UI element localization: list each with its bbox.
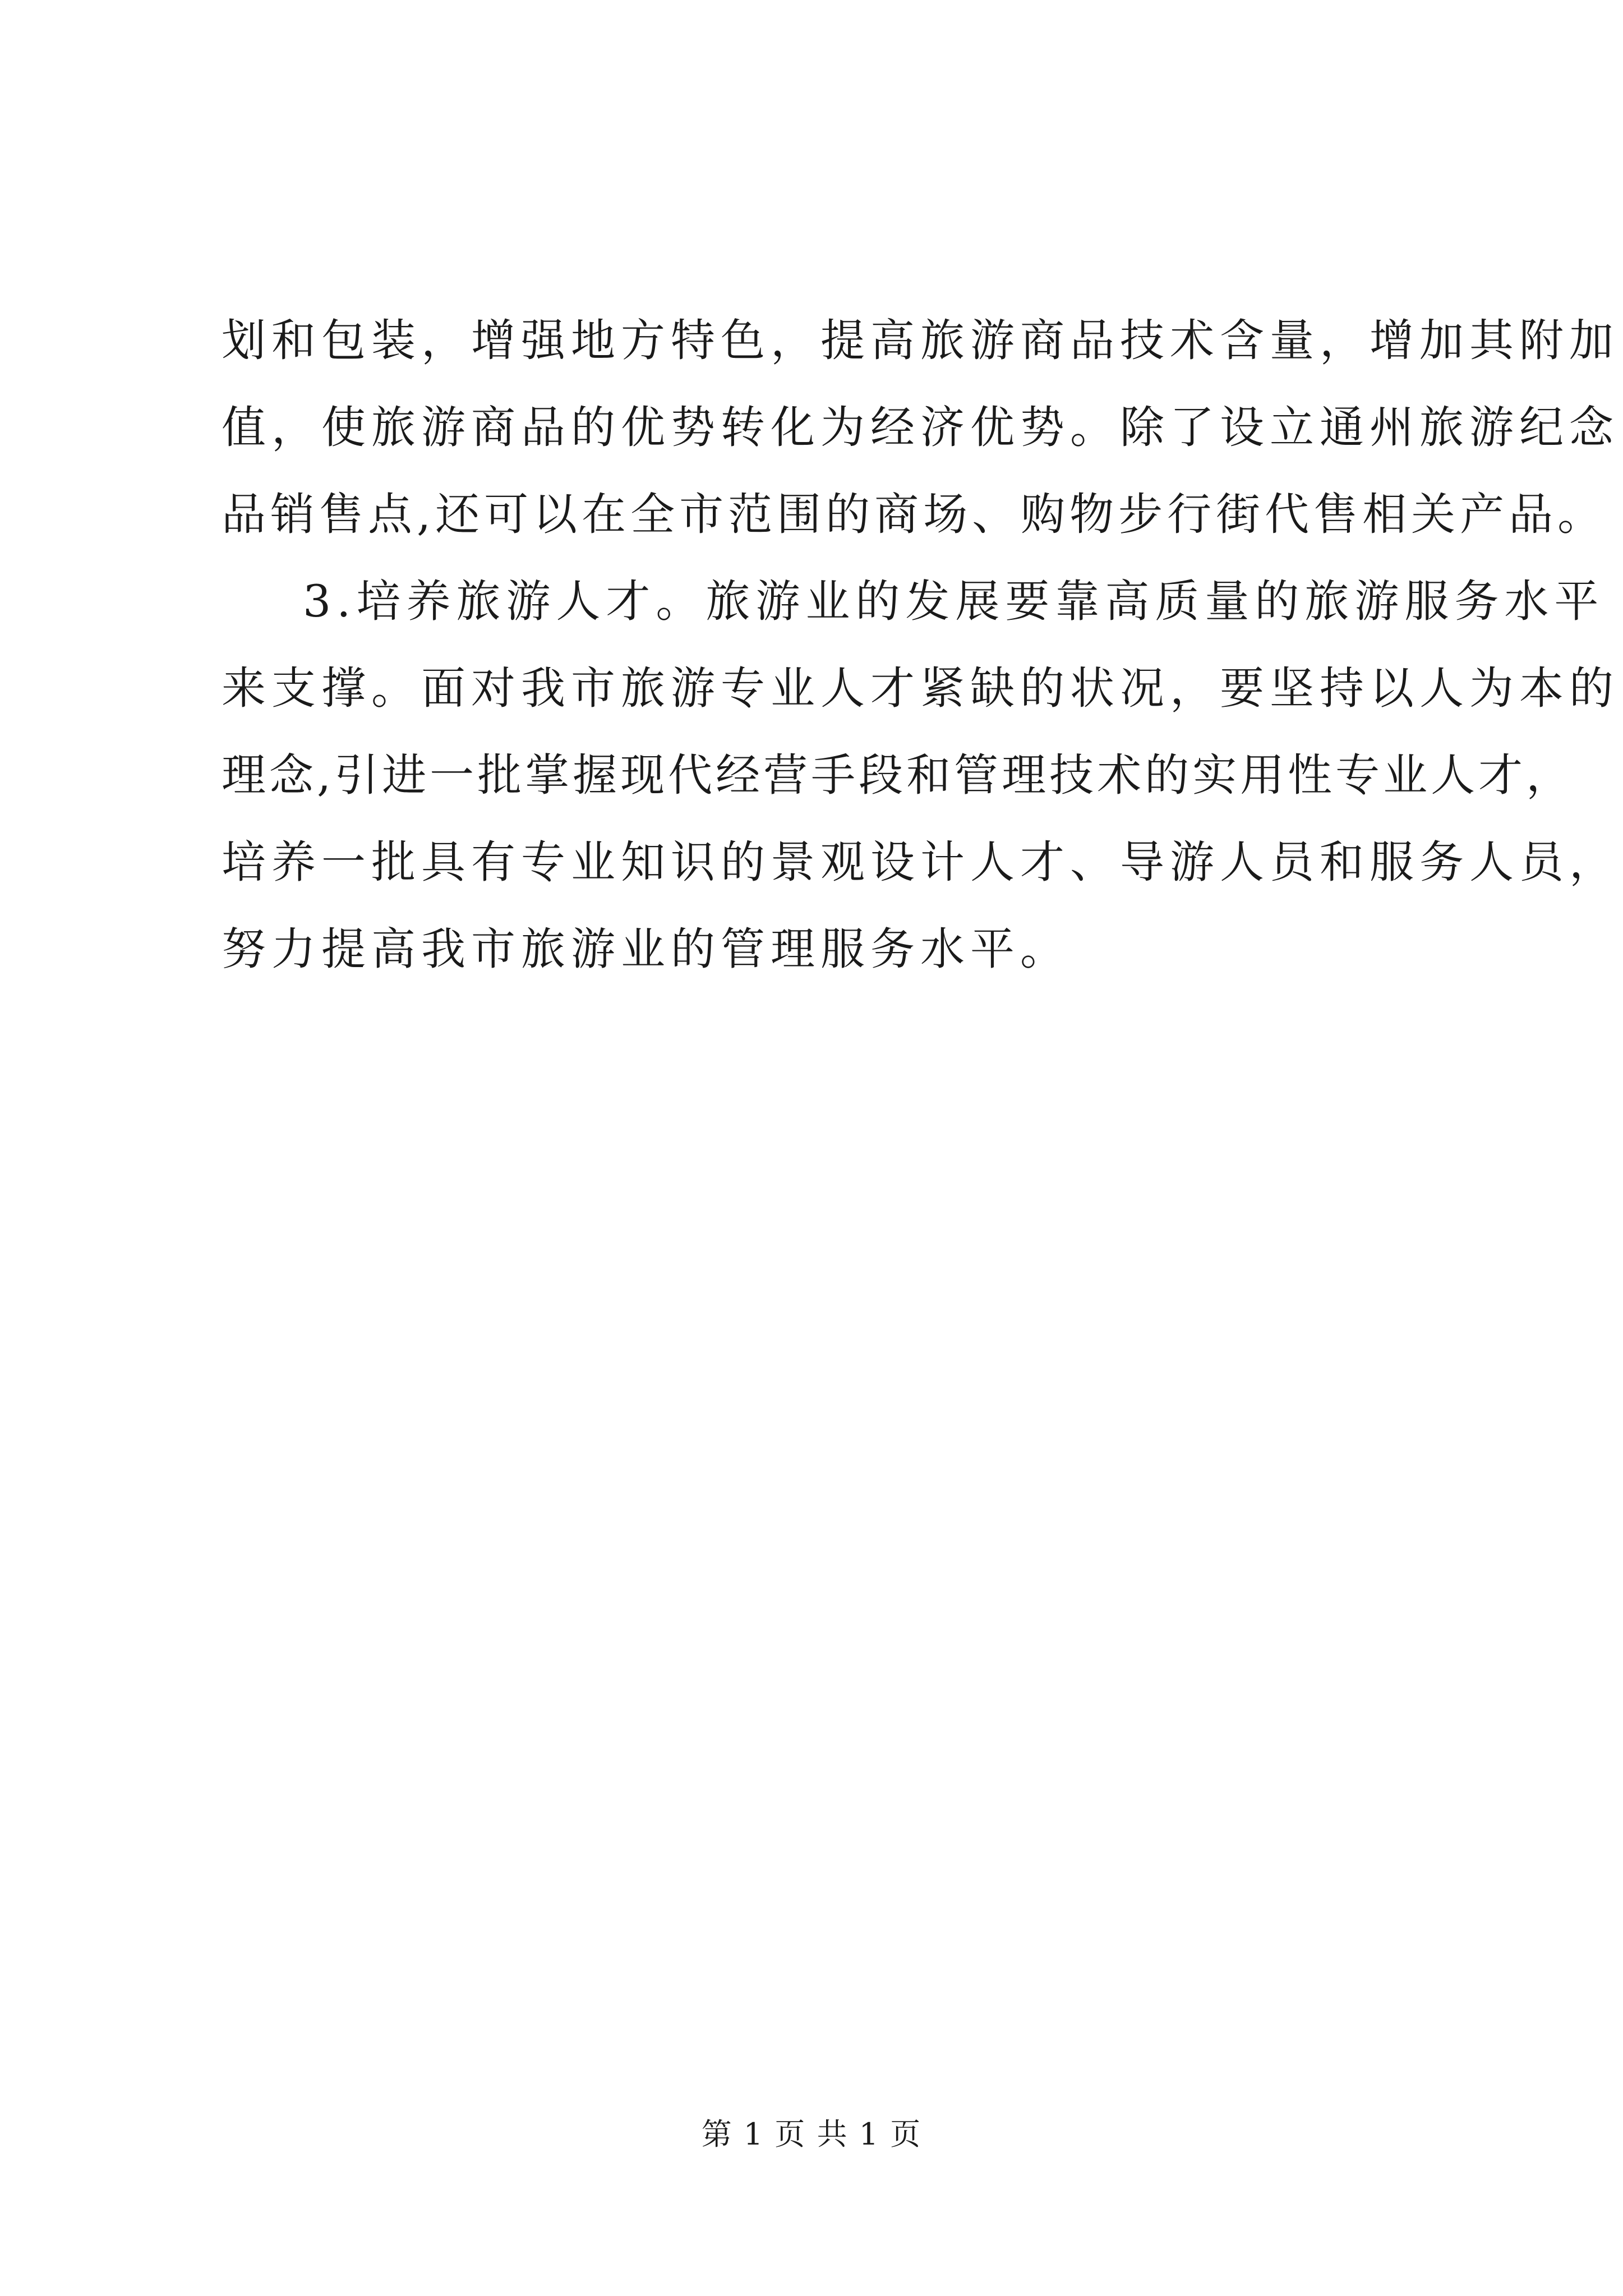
body-text [222,297,1619,993]
text-line: 品销售点,还可以在全市范围的商场、购物步行街代售相关产品。 [222,489,1607,540]
text-line: 努力提高我市旅游业的管理服务水平。 [222,923,1070,975]
text-line: 划和包装，增强地方特色，提高旅游商品技术含量，增加其附加 [222,315,1619,366]
text-line: 值，使旅游商品的优势转化为经济优势。除了设立通州旅游纪念 [222,402,1619,453]
text-line-paragraph-start: 3.培养旅游人才。旅游业的发展要靠高质量的旅游服务水平 [303,576,1604,627]
text-line: 来支撑。面对我市旅游专业人才紧缺的状况，要坚持以人为本的 [222,662,1619,714]
text-line: 理念,引进一批掌握现代经营手段和管理技术的实用性专业人才， [222,749,1574,801]
page-number-footer: 第 1 页 共 1 页 [701,2116,922,2152]
text-line: 培养一批具有专业知识的景观设计人才、导游人员和服务人员， [222,836,1619,888]
